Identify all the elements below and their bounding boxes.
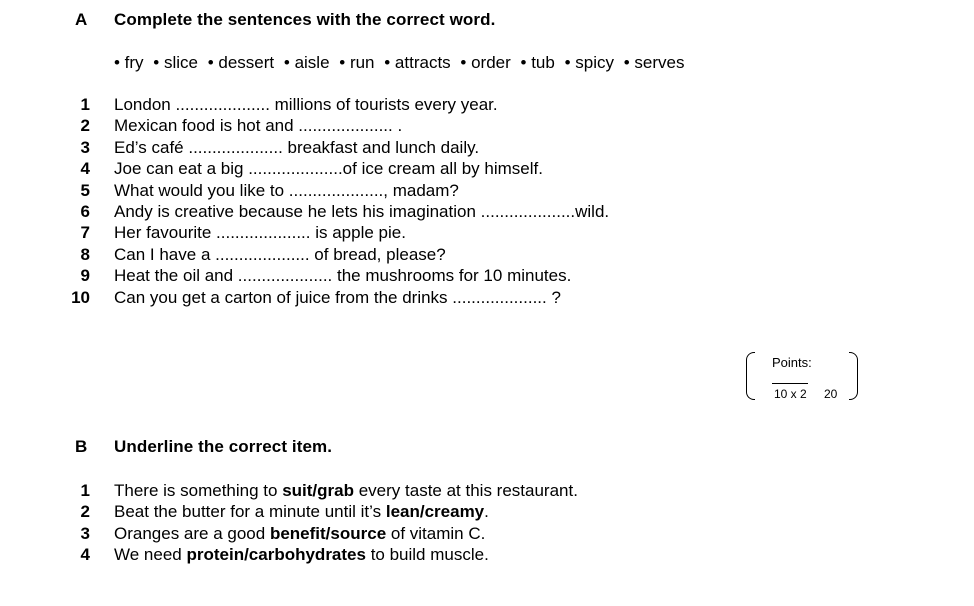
item-number: 6: [80, 201, 90, 221]
word-bank-item: • slice: [153, 53, 198, 72]
word-bank-item: • tub: [520, 53, 555, 72]
item-number: 5: [80, 180, 90, 200]
sentence-start: We need: [114, 544, 187, 564]
left-bracket: [746, 352, 755, 400]
word-bank-item: • aisle: [283, 53, 330, 72]
fraction-line: [772, 383, 808, 384]
sentence-end: every taste at this restaurant.: [354, 481, 578, 500]
word-bank-item: • spicy: [564, 53, 614, 72]
exercise-item: [50, 201, 609, 222]
item-number: 4: [80, 544, 90, 564]
sentence-end: of vitamin C.: [386, 523, 486, 543]
item-number: 3: [80, 523, 90, 543]
item-sentence: [114, 544, 489, 565]
points-label: Points:: [772, 355, 812, 370]
section-b-exercise-list: [50, 480, 578, 565]
points-denominator: 10 x 2: [774, 387, 807, 401]
right-bracket: [849, 352, 858, 400]
item-sentence: London .................... millions of tourists every year.: [114, 95, 498, 114]
item-number: 2: [80, 116, 90, 136]
item-sentence: What would you like to ...................., madam?: [114, 180, 459, 200]
exercise-item: [50, 94, 609, 115]
section-b-heading: Underline the correct item.: [114, 437, 333, 456]
section-b-letter: B: [75, 437, 88, 456]
exercise-item: [50, 265, 609, 286]
exercise-item: [50, 137, 609, 158]
exercise-item: [50, 158, 609, 179]
sentence-start: There is something to: [114, 481, 283, 500]
word-bank-item: • run: [339, 53, 375, 72]
item-sentence: [114, 480, 578, 501]
choice-options[interactable]: benefit/source: [269, 523, 387, 543]
sentence-end: .: [484, 502, 489, 522]
section-a-exercise-list: [50, 94, 609, 308]
exercise-item: [50, 115, 609, 136]
item-number: 2: [80, 502, 90, 522]
word-bank-item: • attracts: [384, 53, 451, 72]
word-bank: [114, 53, 684, 73]
exercise-item: [50, 222, 609, 243]
item-sentence: Heat the oil and .................... the mushrooms for 10 minutes.: [114, 266, 572, 286]
exercise-item: [50, 544, 578, 565]
item-sentence: Her favourite .................... is apple pie.: [114, 223, 406, 243]
points-total: 20: [824, 387, 838, 401]
item-sentence: Ed’s café .................... breakfast and lunch daily.: [114, 137, 480, 157]
item-sentence: Can you get a carton of juice from the drinks .................... ?: [114, 287, 561, 307]
exercise-item: [50, 523, 578, 544]
exercise-item: [50, 287, 609, 308]
item-sentence: [114, 501, 489, 522]
item-sentence: Andy is creative because he lets his imagination ....................wild.: [114, 201, 610, 221]
item-sentence: Mexican food is hot and .................... .: [114, 116, 403, 136]
points-box: [746, 352, 858, 402]
exercise-item: [50, 244, 609, 265]
item-number: 4: [80, 159, 90, 179]
exercise-item: [50, 480, 578, 501]
choice-options[interactable]: lean/creamy: [385, 502, 485, 522]
word-bank-item: • dessert: [207, 53, 275, 72]
item-number: 8: [80, 244, 90, 264]
item-sentence: Joe can eat a big ....................of ice cream all by himself.: [114, 159, 543, 179]
item-sentence: [114, 523, 485, 544]
word-bank-item: • order: [460, 53, 511, 72]
exercise-item: [50, 501, 578, 522]
item-number: 1: [80, 481, 90, 500]
item-number: 1: [80, 95, 90, 114]
item-number: 3: [80, 137, 90, 157]
item-number: 7: [80, 223, 90, 243]
choice-options[interactable]: suit/grab: [282, 481, 354, 500]
exercise-item: [50, 180, 609, 201]
sentence-start: Oranges are a good: [114, 523, 270, 543]
section-a-heading: Complete the sentences with the correct word.: [114, 10, 496, 29]
choice-options[interactable]: protein/carbohydrates: [186, 544, 366, 564]
item-number: 9: [80, 266, 90, 286]
sentence-end: to build muscle.: [365, 544, 489, 564]
item-number: 10: [71, 287, 90, 307]
item-sentence: Can I have a .................... of bread, please?: [114, 244, 446, 264]
word-bank-item: • serves: [623, 53, 685, 72]
section-a-letter: A: [75, 10, 88, 29]
sentence-start: Beat the butter for a minute until it’s: [114, 502, 386, 522]
word-bank-item: • fry: [114, 53, 144, 72]
